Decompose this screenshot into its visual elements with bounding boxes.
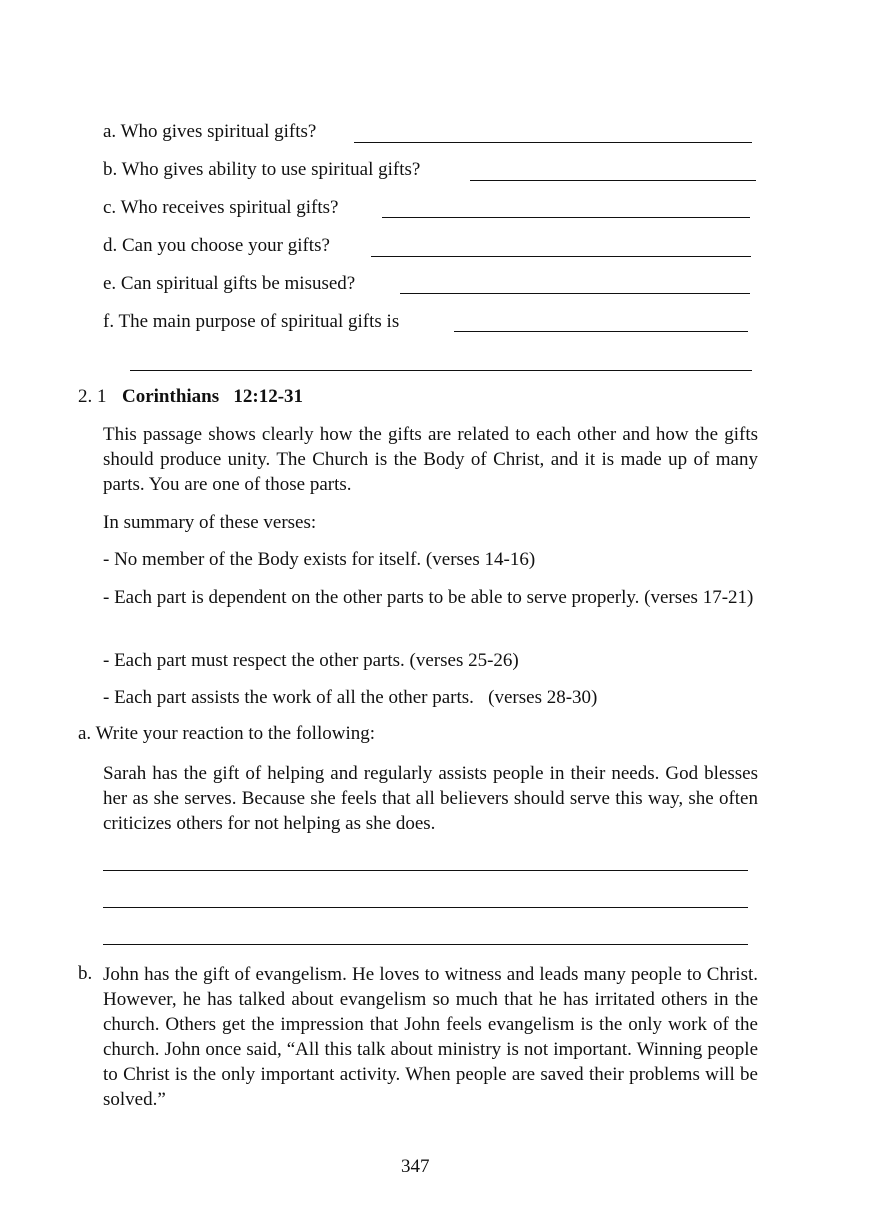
section-heading: Corinthians 12:12-31	[122, 386, 304, 407]
part-a-prompt: a. Write your reaction to the following:	[78, 723, 375, 744]
question-a-label: a. Who gives spiritual gifts?	[103, 121, 317, 142]
part-a-answer-line-2[interactable]	[103, 907, 748, 908]
question-a-answer-line[interactable]	[354, 142, 752, 143]
question-f-answer-line-2[interactable]	[130, 370, 752, 371]
summary-bullet: - Each part is dependent on the other parts to be able to serve properly. (verses 17-21)	[103, 587, 754, 608]
question-c-label: c. Who receives spiritual gifts?	[103, 197, 339, 218]
question-d-answer-line[interactable]	[371, 256, 751, 257]
question-e-label: e. Can spiritual gifts be misused?	[103, 273, 356, 294]
summary-label: In summary of these verses:	[103, 512, 317, 533]
section-number: 2. 1	[78, 386, 107, 407]
summary-bullet: - Each part assists the work of all the other parts. (verses 28-30)	[103, 687, 598, 708]
part-a-answer-line-3[interactable]	[103, 944, 748, 945]
question-d-label: d. Can you choose your gifts?	[103, 235, 330, 256]
question-c-answer-line[interactable]	[382, 217, 750, 218]
question-b-label: b. Who gives ability to use spiritual gifts?	[103, 159, 421, 180]
part-b-text: John has the gift of evangelism. He loves to witness and leads many people to Christ. However, he has talked about evangelism so much that he has irritated others in the church. Others get the impression that John feels evangelism is the only work of the church. John once said, “All this talk about ministry is not important. Winning people to Christ is the only important activity. When people are saved their problems will be solved.”	[103, 964, 758, 1110]
part-a-answer-line-1[interactable]	[103, 870, 748, 871]
section-intro: This passage shows clearly how the gifts are related to each other and how the gifts should produce unity. The Church is the Body of Christ, and it is made up of many parts. You are one of those parts.	[103, 424, 758, 495]
question-f-answer-line[interactable]	[454, 331, 748, 332]
summary-bullet: - No member of the Body exists for itself. (verses 14-16)	[103, 549, 536, 570]
page-number: 347	[401, 1156, 430, 1177]
question-f-label: f. The main purpose of spiritual gifts is	[103, 311, 400, 332]
question-b-answer-line[interactable]	[470, 180, 756, 181]
part-b-label: b.	[78, 963, 93, 984]
summary-bullet: - Each part must respect the other parts. (verses 25-26)	[103, 650, 519, 671]
question-e-answer-line[interactable]	[400, 293, 750, 294]
part-a-scenario: Sarah has the gift of helping and regularly assists people in their needs. God blesses her as she serves. Because she feels that all believers should serve this way, she often criticizes others for not helping as she does.	[103, 763, 758, 834]
